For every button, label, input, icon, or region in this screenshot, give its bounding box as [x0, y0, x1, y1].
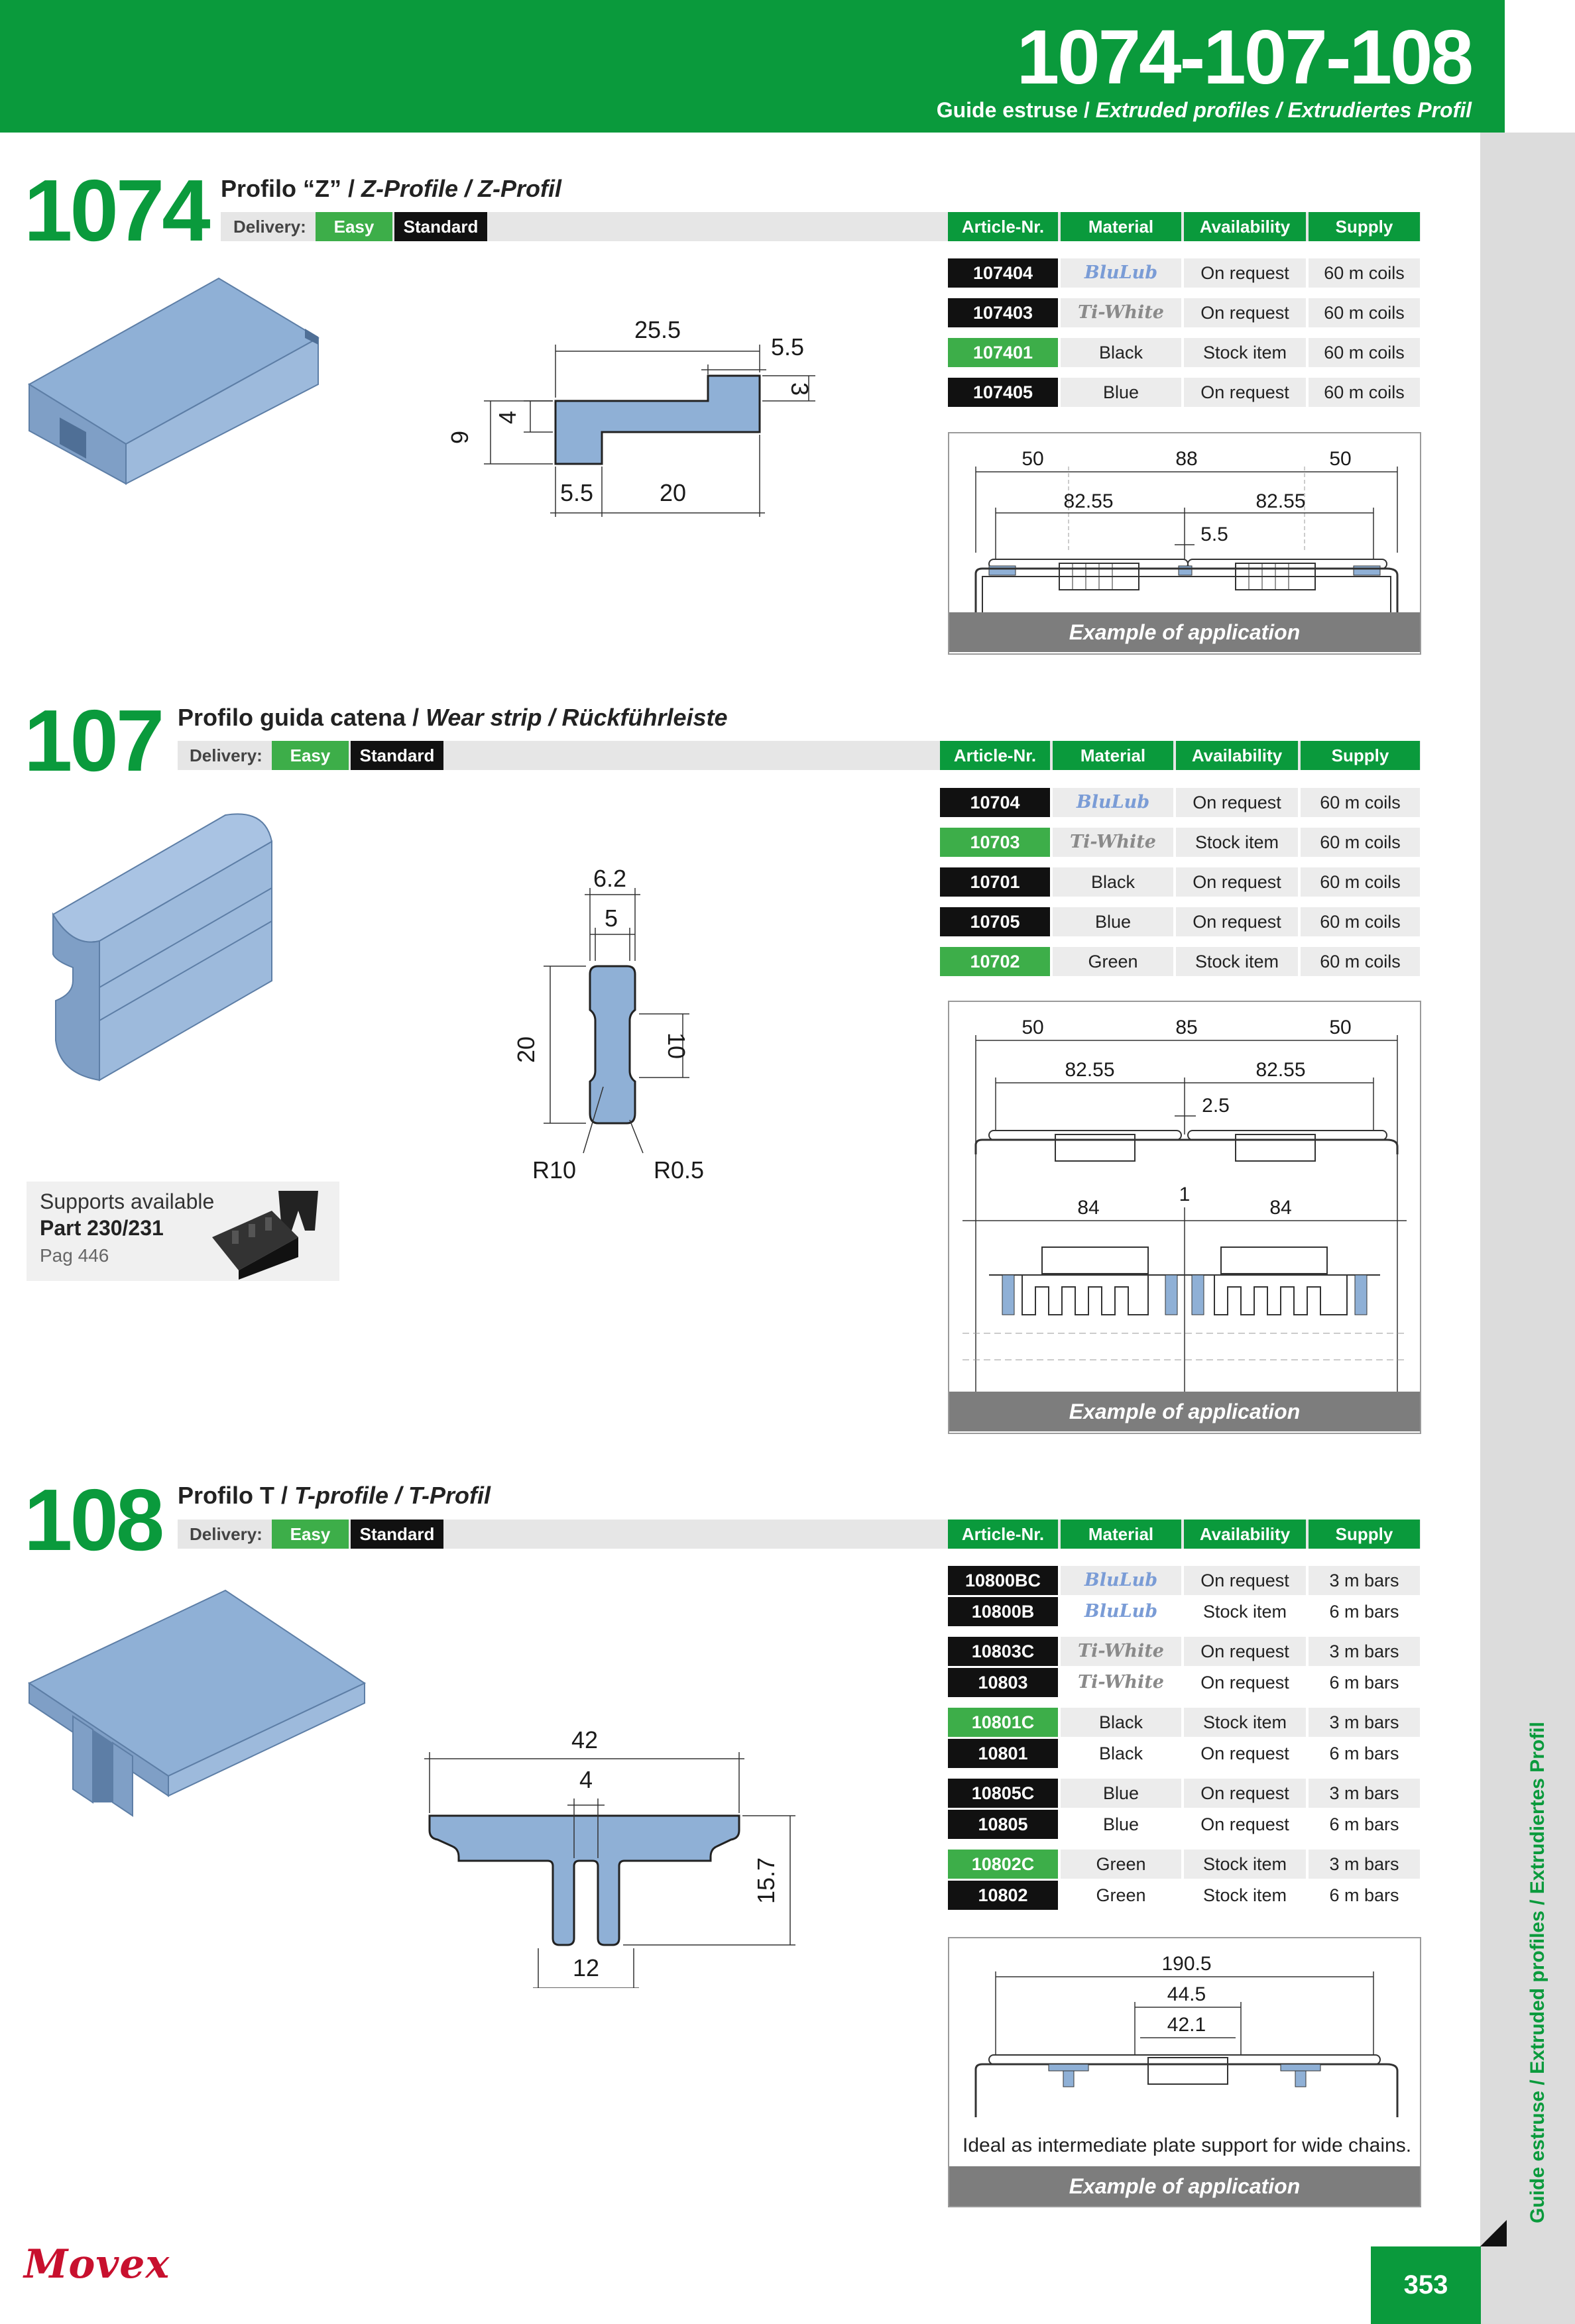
article-number: 10705 [940, 907, 1050, 936]
supply: 60 m coils [1309, 258, 1420, 288]
page-title: 1074-107-108 [1016, 14, 1472, 100]
application-caption: Example of application [949, 1392, 1420, 1431]
z-profile-drawing [444, 298, 842, 524]
svg-text:2.5: 2.5 [1202, 1095, 1230, 1117]
material: Blue [1061, 378, 1181, 407]
article-number: 10802C [948, 1850, 1058, 1879]
svg-text:84: 84 [1077, 1197, 1100, 1219]
t-profile-3d-image [27, 1584, 371, 1822]
application-caption: Example of application [949, 2166, 1420, 2206]
supply: 60 m coils [1301, 828, 1420, 857]
svg-text:15.7: 15.7 [752, 1857, 780, 1905]
th-material: Material [1061, 212, 1181, 241]
supply: 6 m bars [1329, 1814, 1399, 1834]
article-number: 10800B [948, 1597, 1058, 1626]
th-availability: Availability [1184, 1520, 1306, 1549]
material: Blue [1061, 1779, 1181, 1808]
easy-badge: Easy [316, 212, 392, 241]
application-example-box [948, 1001, 1421, 1434]
availability: On request [1184, 1637, 1306, 1666]
availability: On request [1184, 1779, 1306, 1808]
svg-text:5: 5 [604, 905, 618, 932]
svg-text:42.1: 42.1 [1167, 2014, 1206, 2036]
material: Black [1098, 1743, 1143, 1763]
availability: On request [1176, 788, 1298, 817]
section-title: Profilo guida catena / Wear strip / Rückführleiste [178, 704, 728, 731]
supports-line1: Supports available [40, 1190, 215, 1213]
svg-text:20: 20 [512, 1036, 540, 1064]
supply: 60 m coils [1309, 338, 1420, 367]
sidebar-text: Guide estruse / Extruded profiles / Extrudiertes Profil [1527, 1722, 1548, 2223]
material: Black [1061, 338, 1181, 367]
supply: 6 m bars [1329, 1743, 1399, 1763]
availability: Stock item [1184, 338, 1306, 367]
th-supply: Supply [1309, 212, 1420, 241]
article-number: 10803 [948, 1668, 1058, 1697]
supply: 60 m coils [1301, 867, 1420, 897]
z-profile-3d-image [27, 265, 331, 490]
svg-text:25.5: 25.5 [634, 316, 681, 343]
application-drawing [949, 1002, 1420, 1393]
article-number: 10801 [948, 1739, 1058, 1768]
material: Green [1096, 1885, 1146, 1905]
th-supply: Supply [1309, 1520, 1420, 1549]
material: Blue [1102, 1814, 1139, 1834]
material: Black [1061, 1708, 1181, 1737]
svg-text:82.55: 82.55 [1065, 1059, 1115, 1081]
supply: 60 m coils [1301, 788, 1420, 817]
material: BluLub [1061, 1566, 1181, 1595]
standard-badge: Standard [351, 1520, 443, 1549]
section-title: Profilo T / T-profile / T-Profil [178, 1482, 491, 1509]
availability: On request [1184, 258, 1306, 288]
svg-text:3: 3 [786, 382, 813, 396]
article-number: 10803C [948, 1637, 1058, 1666]
article-number: 107404 [948, 258, 1058, 288]
supply: 6 m bars [1329, 1673, 1399, 1692]
easy-badge: Easy [272, 741, 349, 770]
material: BluLub [1053, 788, 1173, 817]
article-number: 107401 [948, 338, 1058, 367]
movex-logo: Movex [24, 2241, 170, 2288]
availability: On request [1184, 378, 1306, 407]
svg-text:82.55: 82.55 [1063, 490, 1114, 512]
wear-strip-3d-image [46, 802, 285, 1087]
corner-mark-bottom [1480, 2220, 1507, 2246]
supports-image [199, 1184, 331, 1280]
svg-text:84: 84 [1269, 1197, 1292, 1219]
availability: On request [1200, 1814, 1289, 1834]
availability: Stock item [1176, 947, 1298, 976]
svg-text:50: 50 [1021, 448, 1044, 470]
easy-badge: Easy [272, 1520, 349, 1549]
supply: 6 m bars [1329, 1885, 1399, 1905]
article-number: 10805 [948, 1810, 1058, 1839]
section-title: Profilo “Z” / Z-Profile / Z-Profil [221, 175, 562, 202]
application-drawing [949, 433, 1420, 612]
application-note: Ideal as intermediate plate support for wide chains. [962, 2134, 1412, 2156]
material: Black [1053, 867, 1173, 897]
svg-text:82.55: 82.55 [1255, 1059, 1306, 1081]
material: Ti-White [1078, 1672, 1164, 1692]
svg-text:20: 20 [659, 479, 687, 506]
standard-badge: Standard [394, 212, 487, 241]
material: Ti-White [1061, 1637, 1181, 1666]
article-number: 10704 [940, 788, 1050, 817]
svg-text:10: 10 [663, 1032, 690, 1060]
material: Green [1061, 1850, 1181, 1879]
svg-text:50: 50 [1329, 448, 1352, 470]
svg-text:4: 4 [494, 410, 521, 425]
th-material: Material [1053, 741, 1173, 770]
svg-text:85: 85 [1175, 1017, 1198, 1038]
svg-text:50: 50 [1329, 1017, 1352, 1038]
svg-text:82.55: 82.55 [1255, 490, 1306, 512]
page-header [0, 0, 1505, 133]
article-number: 10801C [948, 1708, 1058, 1737]
th-article: Article-Nr. [948, 1520, 1058, 1549]
svg-text:5.5: 5.5 [559, 479, 594, 506]
material: Blue [1053, 907, 1173, 936]
supply: 3 m bars [1309, 1637, 1420, 1666]
svg-text:R0.5: R0.5 [653, 1156, 705, 1184]
application-caption: Example of application [949, 612, 1420, 652]
availability: On request [1184, 298, 1306, 327]
supports-page: Pag 446 [40, 1245, 109, 1266]
svg-text:44.5: 44.5 [1167, 1983, 1206, 2005]
availability: Stock item [1176, 828, 1298, 857]
standard-badge: Standard [351, 741, 443, 770]
availability: On request [1176, 907, 1298, 936]
article-number: 10702 [940, 947, 1050, 976]
supports-info [27, 1182, 339, 1281]
article-number: 107405 [948, 378, 1058, 407]
application-drawing [949, 1938, 1420, 2117]
section-number: 108 [24, 1471, 162, 1569]
svg-text:9: 9 [446, 430, 473, 445]
svg-text:5.5: 5.5 [770, 333, 805, 360]
article-number: 10802 [948, 1881, 1058, 1910]
availability: Stock item [1202, 1885, 1287, 1905]
svg-text:6.2: 6.2 [593, 865, 627, 892]
svg-text:88: 88 [1175, 448, 1198, 470]
availability: On request [1200, 1673, 1289, 1692]
t-profile-drawing [411, 1710, 822, 1988]
supply: 3 m bars [1309, 1779, 1420, 1808]
supply: 3 m bars [1309, 1850, 1420, 1879]
availability: On request [1184, 1566, 1306, 1595]
availability: Stock item [1184, 1850, 1306, 1879]
svg-text:12: 12 [572, 1954, 600, 1981]
material: BluLub [1061, 258, 1181, 288]
availability: Stock item [1184, 1708, 1306, 1737]
th-article: Article-Nr. [940, 741, 1050, 770]
supply: 6 m bars [1329, 1602, 1399, 1622]
page-number: 353 [1371, 2246, 1481, 2324]
svg-text:5.5: 5.5 [1200, 524, 1228, 545]
availability: Stock item [1202, 1602, 1287, 1622]
th-material: Material [1061, 1520, 1181, 1549]
th-availability: Availability [1184, 212, 1306, 241]
material: Ti-White [1061, 298, 1181, 327]
material: BluLub [1084, 1601, 1158, 1622]
availability: On request [1176, 867, 1298, 897]
material: Green [1053, 947, 1173, 976]
svg-text:190.5: 190.5 [1161, 1953, 1212, 1975]
th-supply: Supply [1301, 741, 1420, 770]
article-number: 10800BC [948, 1566, 1058, 1595]
svg-text:42: 42 [571, 1726, 599, 1753]
availability: On request [1200, 1743, 1289, 1763]
svg-text:4: 4 [579, 1766, 593, 1793]
th-article: Article-Nr. [948, 212, 1058, 241]
article-number: 10701 [940, 867, 1050, 897]
supply: 3 m bars [1309, 1566, 1420, 1595]
svg-text:R10: R10 [532, 1156, 577, 1184]
supply: 3 m bars [1309, 1708, 1420, 1737]
application-example-box [948, 432, 1421, 655]
section-number: 1074 [24, 162, 208, 259]
article-number: 10703 [940, 828, 1050, 857]
supply: 60 m coils [1309, 378, 1420, 407]
th-availability: Availability [1176, 741, 1298, 770]
supports-part: Part 230/231 [40, 1216, 164, 1240]
material: Ti-White [1053, 828, 1173, 857]
svg-text:1: 1 [1179, 1184, 1191, 1205]
supply: 60 m coils [1301, 947, 1420, 976]
application-example-box [948, 1937, 1421, 2207]
delivery-label: Delivery: [233, 217, 306, 237]
supply: 60 m coils [1309, 298, 1420, 327]
delivery-label: Delivery: [190, 1524, 262, 1544]
section-number: 107 [24, 692, 162, 789]
article-number: 10805C [948, 1779, 1058, 1808]
page-subtitle: Guide estruse / Extruded profiles / Extrudiertes Profil [936, 98, 1472, 122]
svg-text:50: 50 [1021, 1017, 1044, 1038]
wear-strip-drawing [504, 861, 742, 1193]
supply: 60 m coils [1301, 907, 1420, 936]
article-number: 107403 [948, 298, 1058, 327]
delivery-label: Delivery: [190, 746, 262, 765]
